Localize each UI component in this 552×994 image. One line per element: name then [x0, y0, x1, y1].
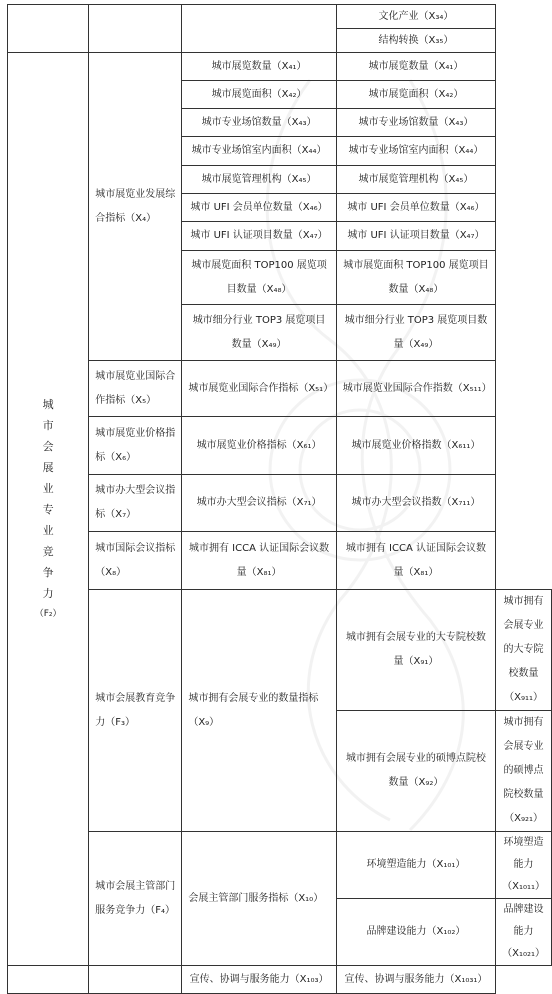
indicator-cell: 城市办大型会议指标（X₇₁） [182, 475, 336, 532]
indicator-cell: 城市 UFI 会员单位数量（X₄₆） [336, 194, 495, 222]
indicator-cell: 城市 UFI 认证项目数量（X₄₇） [182, 222, 336, 251]
group-cell: 城市拥有会展专业的数量指标（X₉） [182, 590, 336, 832]
indicator-cell: 城市拥有会展专业的硕博点院校数量（X₉₂） [336, 711, 495, 832]
indicator-cell: 城市展览面积（X₄₂） [182, 81, 336, 109]
section-label-f2: 城 市 会 展 业 专 业 竞 争 力 （F₂） [8, 53, 89, 966]
indicator-cell: 城市 UFI 认证项目数量（X₄₇） [336, 222, 495, 251]
indicator-cell: 城市拥有会展专业的大专院校数量（X₉₁₁） [496, 590, 552, 711]
indicator-table [7, 4, 552, 994]
indicator-cell: 城市办大型会议指数（X₇₁₁） [336, 475, 495, 532]
indicator-cell: 城市拥有 ICCA 认证国际会议数量（X₈₁） [336, 532, 495, 590]
section-label-f4: 城市会展主管部门服务竞争力（F₄） [89, 832, 182, 966]
indicator-cell: 环境塑造能力（X₁₀₁） [336, 832, 495, 899]
empty-cell [89, 966, 182, 994]
indicator-cell: 城市展览面积 TOP100 展览项目数量（X₄₈） [182, 251, 336, 305]
top-empty-cell-3 [182, 5, 336, 53]
indicator-cell: 品牌建设能力（X₁₀₂₁） [496, 899, 552, 966]
indicator-cell: 品牌建设能力（X₁₀₂） [336, 899, 495, 966]
group-cell: 城市国际会议指标（X₈） [89, 532, 182, 590]
indicator-cell: 城市展览业国际合作指数（X₅₁₁） [336, 361, 495, 417]
indicator-cell: 结构转换（X₃₅） [336, 29, 495, 53]
empty-cell [8, 966, 89, 994]
group-cell: 城市展览业发展综合指标（X₄） [89, 53, 182, 361]
indicator-cell: 宣传、协调与服务能力（X₁₀₃） [182, 966, 336, 994]
indicator-cell: 城市展览业价格指数（X₆₁₁） [336, 417, 495, 475]
indicator-cell: 城市拥有会展专业的大专院校数量（X₉₁） [336, 590, 495, 711]
indicator-cell: 城市专业场馆数量（X₄₃） [182, 109, 336, 137]
indicator-cell: 城市拥有会展专业的硕博点院校数量（X₉₂₁） [496, 711, 552, 832]
indicator-cell: 城市展览业价格指标（X₆₁） [182, 417, 336, 475]
group-cell: 城市展览业国际合作指标（X₅） [89, 361, 182, 417]
indicator-cell: 宣传、协调与服务能力（X₁₀₃₁） [336, 966, 495, 994]
indicator-cell: 城市展览面积（X₄₂） [336, 81, 495, 109]
indicator-cell: 城市 UFI 会员单位数量（X₄₆） [182, 194, 336, 222]
indicator-cell: 环境塑造能力（X₁₀₁₁） [496, 832, 552, 899]
indicator-cell: 文化产业（X₃₄） [336, 5, 495, 29]
indicator-cell: 城市展览数量（X₄₁） [336, 53, 495, 81]
indicator-cell: 城市展览管理机构（X₄₅） [336, 166, 495, 194]
top-empty-cell-1 [8, 5, 89, 53]
indicator-cell: 城市展览业国际合作指标（X₅₁） [182, 361, 336, 417]
indicator-cell: 城市展览数量（X₄₁） [182, 53, 336, 81]
indicator-cell: 城市专业场馆数量（X₄₃） [336, 109, 495, 137]
indicator-cell: 城市专业场馆室内面积（X₄₄） [336, 137, 495, 166]
top-empty-cell-2 [89, 5, 182, 53]
group-cell: 城市办大型会议指标（X₇） [89, 475, 182, 532]
group-cell: 会展主管部门服务指标（X₁₀） [182, 832, 336, 966]
indicator-cell: 城市专业场馆室内面积（X₄₄） [182, 137, 336, 166]
section-label-f3: 城市会展教育竞争力（F₃） [89, 590, 182, 832]
indicator-cell: 城市细分行业 TOP3 展览项目数量（X₄₉） [336, 305, 495, 361]
indicator-cell: 城市展览管理机构（X₄₅） [182, 166, 336, 194]
indicator-cell: 城市细分行业 TOP3 展览项目数量（X₄₉） [182, 305, 336, 361]
group-cell: 城市展览业价格指标（X₆） [89, 417, 182, 475]
indicator-cell: 城市拥有 ICCA 认证国际会议数量（X₈₁） [182, 532, 336, 590]
indicator-cell: 城市展览面积 TOP100 展览项目数量（X₄₈） [336, 251, 495, 305]
